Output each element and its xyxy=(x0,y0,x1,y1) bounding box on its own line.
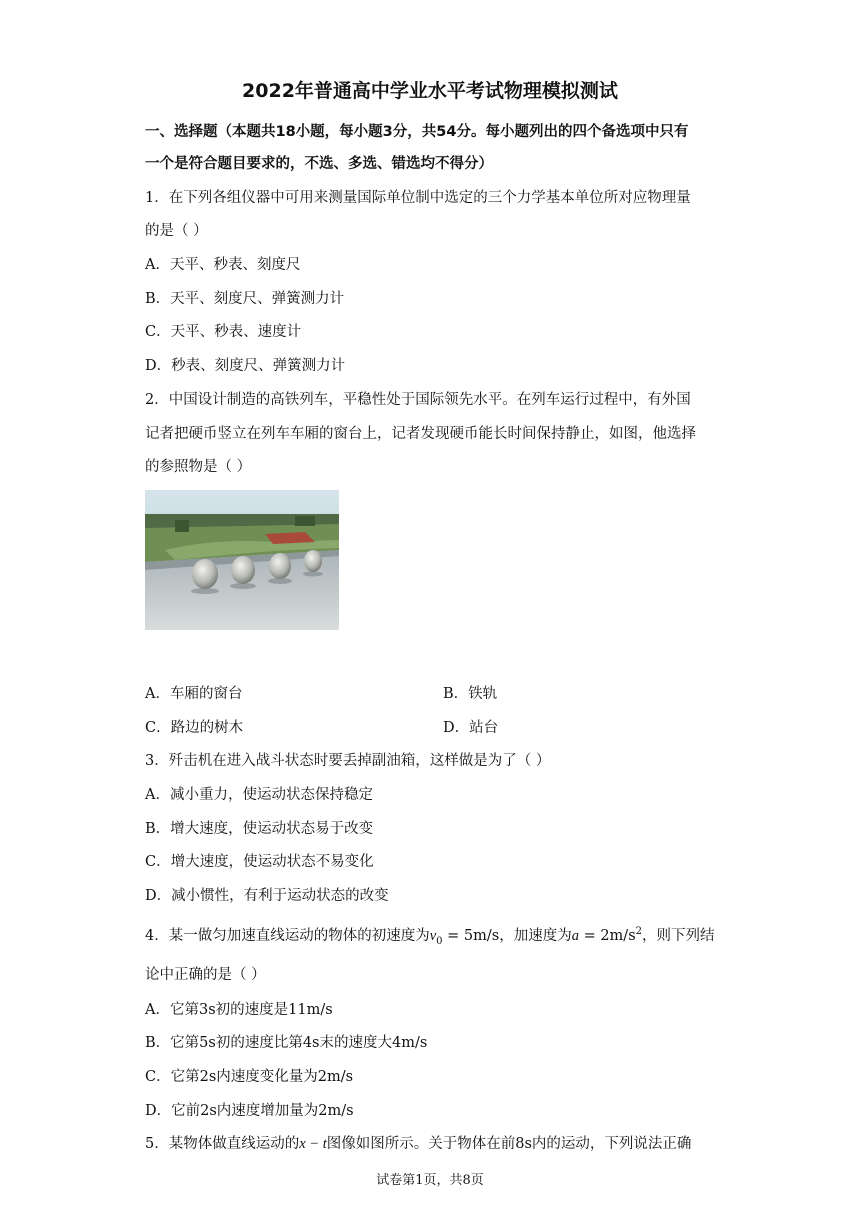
coins-on-train-windowsill-photo xyxy=(145,490,339,630)
q3-option-c: C．增大速度，使运动状态不易变化 xyxy=(145,854,374,870)
page-footer: 试卷第1页，共8页 xyxy=(376,1173,484,1188)
q2-stem-line1: 2．中国设计制造的高铁列车，平稳性处于国际领先水平。在列车运行过程中，有外国 xyxy=(145,392,691,408)
section-instructions-line2: 一个是符合题目要求的，不选、多选、错选均不得分） xyxy=(145,156,493,172)
q3-stem: 3．歼击机在进入战斗状态时要丢掉副油箱，这样做是为了（ ） xyxy=(145,753,551,769)
q3-option-a: A．减小重力，使运动状态保持稳定 xyxy=(145,787,373,803)
q2-option-c: C．路边的树木 xyxy=(145,720,244,736)
section-instructions-line1: 一、选择题（本题共18小题，每小题3分，共54分。每小题列出的四个备选项中只有 xyxy=(145,124,689,140)
q4-option-c: C．它第2s内速度变化量为2m/s xyxy=(145,1069,354,1085)
q4-stem-line1: 4．某一做匀加速直线运动的物体的初速度为$v_0 = 5m/s$，加速度为$a = 2m/s^2$，则下列结 xyxy=(145,926,715,947)
q1-option-c: C．天平、秒表、速度计 xyxy=(145,324,302,340)
q4-option-a: A．它第3s初的速度是11m/s xyxy=(145,1002,333,1018)
q5-stem-line1: 5．某物体做直线运动的x − t图像如图所示。关于物体在前8s内的运动，下列说法正确 xyxy=(145,1136,692,1152)
q3-option-d: D．减小惯性，有利于运动状态的改变 xyxy=(145,888,389,904)
q4-stem-line2: 论中正确的是（ ） xyxy=(145,967,266,983)
q1-option-b: B．天平、刻度尺、弹簧测力计 xyxy=(145,291,345,307)
q1-stem-line2: 的是（ ） xyxy=(145,223,208,239)
q4-option-b: B．它第5s初的速度比第4s末的速度大4m/s xyxy=(145,1035,428,1051)
q1-option-d: D．秒表、刻度尺、弹簧测力计 xyxy=(145,358,346,374)
q4-option-d: D．它前2s内速度增加量为2m/s xyxy=(145,1103,354,1119)
q1-option-a: A．天平、秒表、刻度尺 xyxy=(145,257,301,273)
q2-stem-line2: 记者把硬币竖立在列车车厢的窗台上，记者发现硬币能长时间保持静止，如图，他选择 xyxy=(145,426,696,442)
page-title: 2022年普通高中学业水平考试物理模拟测试 xyxy=(242,80,618,102)
q2-stem-line3: 的参照物是（ ） xyxy=(145,459,252,475)
q3-option-b: B．增大速度，使运动状态易于改变 xyxy=(145,821,374,837)
q2-option-a: A．车厢的窗台 xyxy=(145,686,243,702)
q2-option-d: D．站台 xyxy=(443,720,499,736)
q2-option-b: B．铁轨 xyxy=(443,686,498,702)
q1-stem-line1: 1．在下列各组仪器中可用来测量国际单位制中选定的三个力学基本单位所对应物理量 xyxy=(145,190,691,206)
